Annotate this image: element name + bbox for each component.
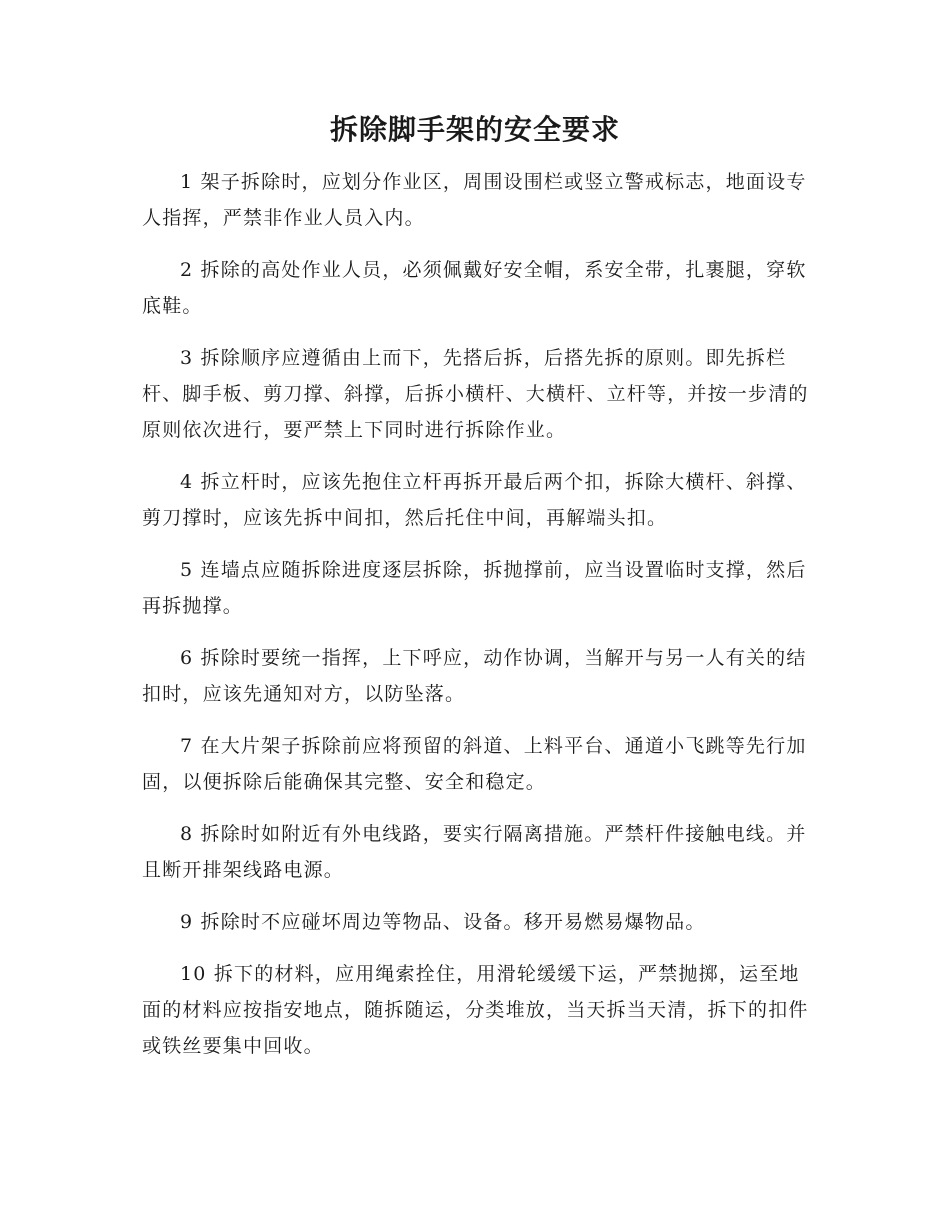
paragraph-5: 5 连墙点应随拆除进度逐层拆除，拆抛撑前，应当设置临时支撑，然后再拆抛撑。 bbox=[142, 559, 807, 617]
paragraph-3: 3 拆除顺序应遵循由上而下，先搭后拆，后搭先拆的原则。即先拆栏杆、脚手板、剪刀撑、斜撑，后拆小横杆、大横杆、立杆等，并按一步清的原则依次进行，要严禁上下同时进行拆除作业。 bbox=[142, 347, 809, 441]
paragraph-6: 6 拆除时要统一指挥，上下呼应，动作协调，当解开与另一人有关的结扣时，应该先通知对方，以防坠落。 bbox=[142, 647, 807, 705]
paragraph-10: 10 拆下的材料，应用绳索拴住，用滑轮缓缓下运，严禁抛掷，运至地面的材料应按指安地点，随拆随运，分类堆放，当天拆当天清，拆下的扣件或铁丝要集中回收。 bbox=[142, 963, 809, 1057]
paragraph-4: 4 拆立杆时，应该先抱住立杆再拆开最后两个扣，拆除大横杆、斜撑、剪刀撑时，应该先拆中间扣，然后托住中间，再解端头扣。 bbox=[142, 471, 807, 529]
document-body bbox=[142, 164, 810, 1080]
paragraph-2: 2 拆除的高处作业人员，必须佩戴好安全帽，系安全带，扎裹腿，穿软底鞋。 bbox=[142, 259, 807, 317]
paragraph-8: 8 拆除时如附近有外电线路，要实行隔离措施。严禁杆件接触电线。并且断开排架线路电源。 bbox=[142, 823, 807, 881]
document-title: 拆除脚手架的安全要求 bbox=[329, 113, 620, 146]
paragraph-9: 9 拆除时不应碰坏周边等物品、设备。移开易燃易爆物品。 bbox=[180, 911, 706, 933]
paragraph-7: 7 在大片架子拆除前应将预留的斜道、上料平台、通道小飞跳等先行加固，以便拆除后能确保其完整、安全和稳定。 bbox=[142, 735, 807, 793]
paragraph-1: 1 架子拆除时，应划分作业区，周围设围栏或竖立警戒标志，地面设专人指挥，严禁非作业人员入内。 bbox=[142, 171, 807, 229]
